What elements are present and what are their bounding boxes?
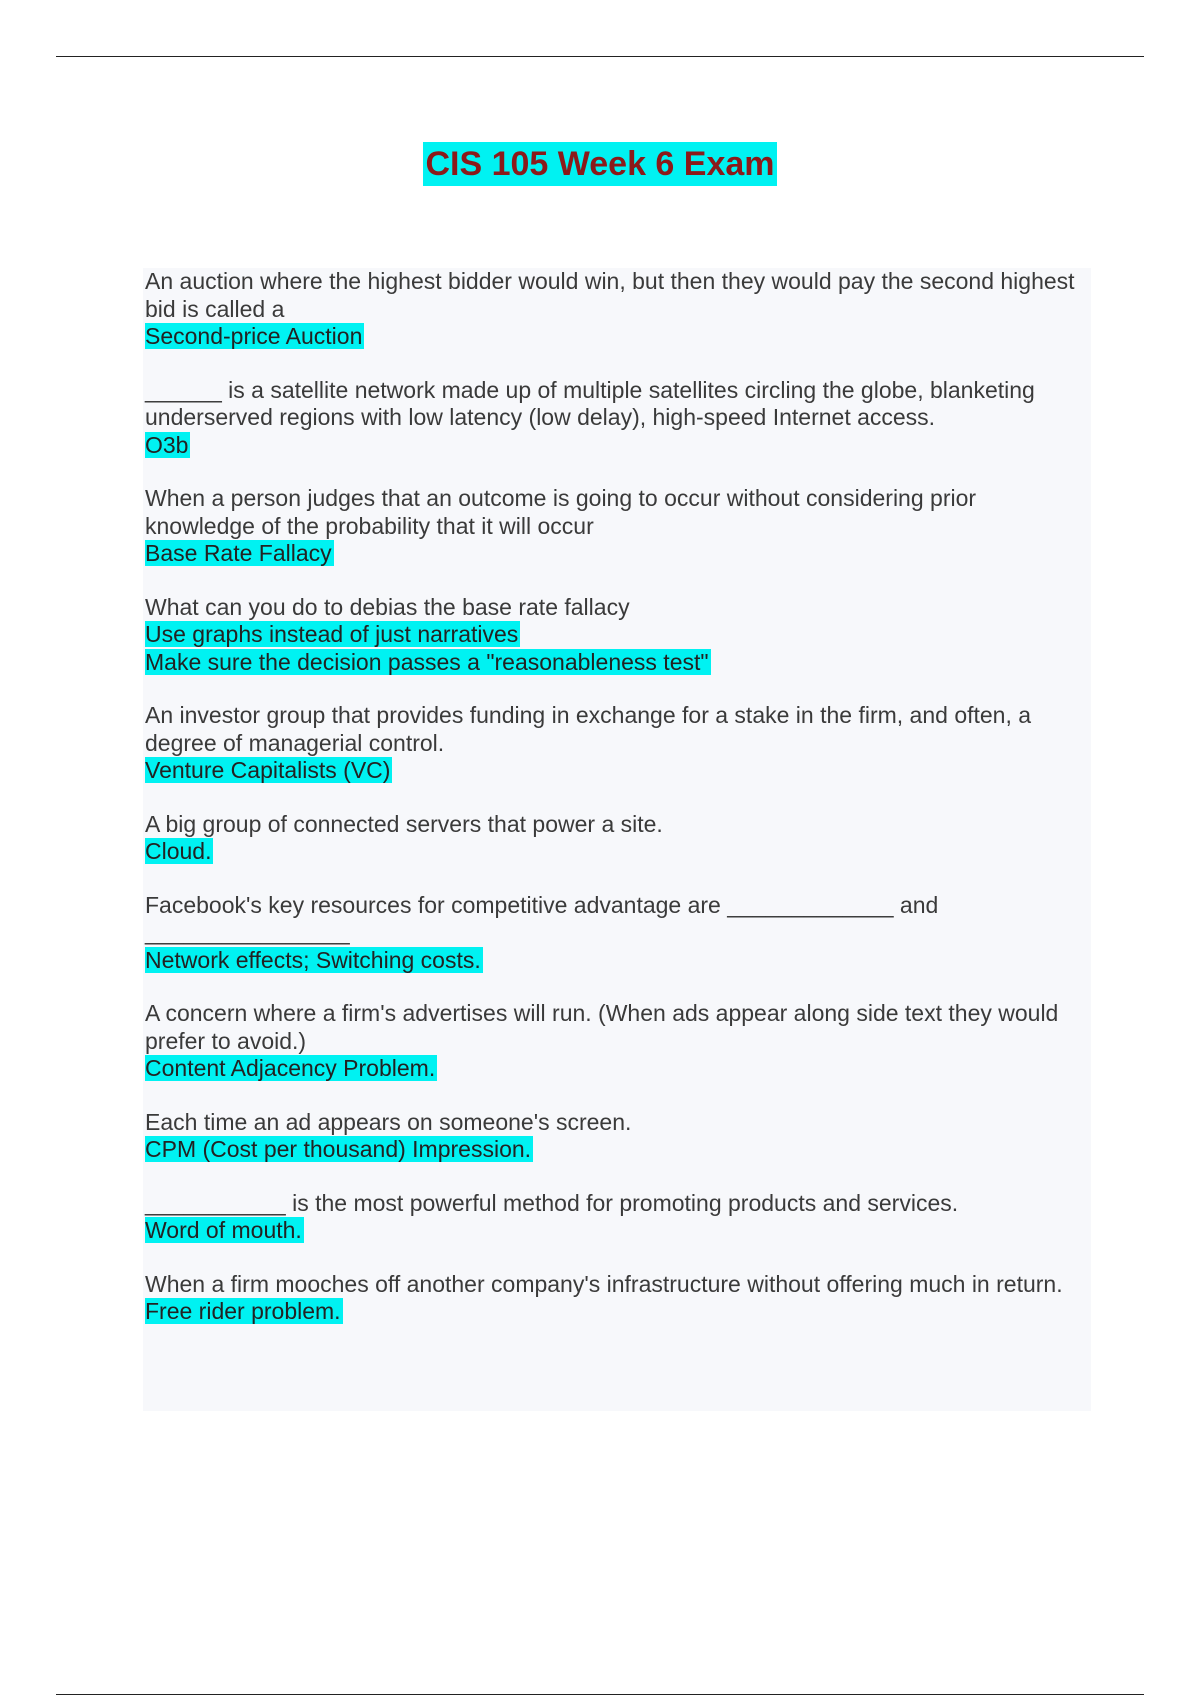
qa-item <box>145 594 1091 677</box>
qa-item <box>145 1271 1091 1326</box>
qa-item <box>145 892 1091 975</box>
answer-text <box>145 1217 1091 1245</box>
qa-item <box>145 485 1091 568</box>
question-text: An auction where the highest bidder would win, but then they would pay the second highest bid is called a <box>145 268 1075 322</box>
question-text: An investor group that provides funding in exchange for a stake in the firm, and often, a degree of managerial control. <box>145 702 1032 756</box>
qa-panel <box>143 268 1091 1411</box>
document-title: CIS 105 Week 6 Exam <box>423 142 776 186</box>
question-text: A big group of connected servers that power a site. <box>145 810 663 837</box>
answer-text <box>145 432 1091 460</box>
qa-item <box>145 377 1091 460</box>
question-text: ______ is a satellite network made up of multiple satellites circling the globe, blanketing underserved regions with low latency (low delay), high-speed Internet access. <box>145 376 1035 430</box>
answer-highlight: Network effects; Switching costs. <box>145 946 481 973</box>
answer-text <box>145 323 1091 351</box>
answer-highlight: O3b <box>145 431 189 458</box>
answer-highlight: Use graphs instead of just narratives <box>145 621 519 647</box>
question-text: ___________ is the most powerful method for promoting products and services. <box>145 1189 959 1216</box>
qa-item <box>145 1000 1091 1083</box>
answer-text <box>145 649 1091 677</box>
answer-text <box>145 947 1091 975</box>
question-text: A concern where a firm's advertises will run. (When ads appear along side text they would prefer to avoid.) <box>145 1000 1059 1054</box>
answer-text <box>145 838 1091 866</box>
header-rule <box>56 56 1144 57</box>
answer-text <box>145 621 1091 649</box>
question-text: What can you do to debias the base rate fallacy <box>145 593 630 620</box>
answer-highlight: Cloud. <box>145 838 212 864</box>
question-text: When a firm mooches off another company's infrastructure without offering much in return. <box>145 1270 1063 1297</box>
qa-item <box>145 702 1091 785</box>
answer-highlight: Make sure the decision passes a "reasonableness test" <box>145 648 709 675</box>
answer-highlight: Content Adjacency Problem. <box>145 1055 436 1081</box>
answer-highlight: Second-price Auction <box>145 323 363 349</box>
footer-rule <box>56 1694 1144 1695</box>
answer-highlight: Venture Capitalists (VC) <box>145 757 391 783</box>
answer-highlight: CPM (Cost per thousand) Impression. <box>145 1136 532 1162</box>
answer-highlight: Word of mouth. <box>145 1217 302 1243</box>
answer-highlight: Base Rate Fallacy <box>145 540 332 566</box>
title-container <box>0 142 1200 186</box>
answer-text <box>145 540 1091 568</box>
answer-text <box>145 1055 1091 1083</box>
question-text: Each time an ad appears on someone's screen. <box>145 1108 632 1135</box>
qa-item <box>145 811 1091 866</box>
question-text: When a person judges that an outcome is going to occur without considering prior knowledge of the probability that it will occur <box>145 485 977 539</box>
answer-text <box>145 757 1091 785</box>
qa-item <box>145 268 1091 351</box>
question-text: Facebook's key resources for competitive advantage are _____________ and ________________ <box>145 891 939 945</box>
qa-item <box>145 1109 1091 1164</box>
qa-item <box>145 1190 1091 1245</box>
answer-highlight: Free rider problem. <box>145 1298 341 1324</box>
answer-text <box>145 1136 1091 1164</box>
answer-text <box>145 1298 1091 1326</box>
